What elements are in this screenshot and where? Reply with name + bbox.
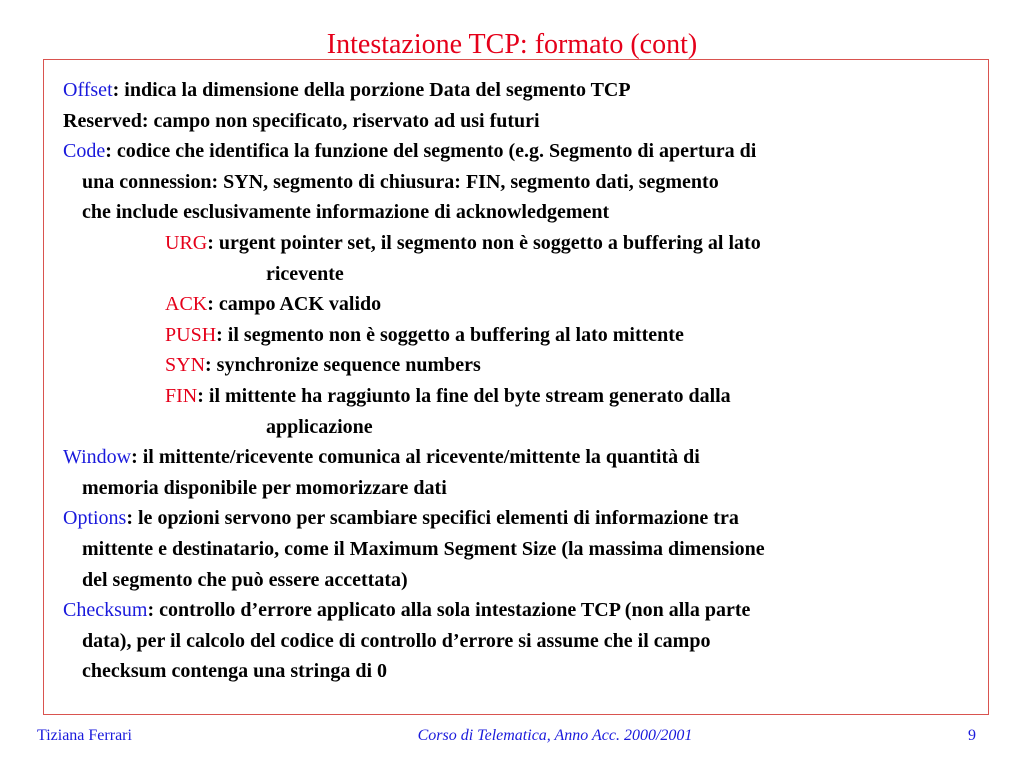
- urg-item: [63, 228, 973, 259]
- code-text-line: che include esclusivamente informazione di acknowledgement: [82, 201, 610, 224]
- push-text-line: : il segmento non è soggetto a buffering al lato mittente: [216, 323, 684, 346]
- syn-text-line: : synchronize sequence numbers: [205, 354, 481, 377]
- ack-keyword: ACK: [165, 293, 208, 316]
- urg-keyword: URG: [165, 231, 208, 254]
- offset-text-line: : indica la dimensione della porzione Data del segmento TCP: [112, 79, 631, 101]
- fin-item: [63, 381, 973, 412]
- push-keyword: PUSH: [165, 323, 217, 346]
- options-text-line: : le opzioni servono per scambiare specifici elementi di informazione tra: [126, 507, 739, 530]
- checksum-text-line: checksum contenga una stringa di 0: [82, 660, 388, 683]
- ack-text-line: : campo ACK valido: [207, 293, 382, 316]
- syn-item: [63, 350, 973, 381]
- footer-course: Corso di Telematica, Anno Acc. 2000/2001: [417, 727, 693, 744]
- options-text-line: del segmento che può essere accettata): [82, 568, 408, 591]
- options-item: [63, 503, 973, 534]
- ack-item: [63, 289, 973, 320]
- window-item: [63, 442, 973, 473]
- window-text-line: memoria disponibile per momorizzare dati: [82, 476, 447, 499]
- window-keyword: Window: [63, 446, 132, 469]
- reserved-text: Reserved: campo non specificato, riservato ad usi futuri: [63, 109, 540, 132]
- checksum-text-line: : controllo d’errore applicato alla sola intestazione TCP (non alla parte: [147, 599, 751, 622]
- syn-keyword: SYN: [165, 354, 206, 377]
- options-keyword: Options: [63, 507, 127, 530]
- fin-text-line: : il mittente ha raggiunto la fine del byte stream generato dalla: [197, 384, 731, 407]
- checksum-item: [63, 595, 973, 626]
- slide-content: [63, 75, 973, 687]
- fin-text-line: applicazione: [266, 415, 373, 438]
- offset-item: [63, 75, 973, 106]
- urg-text-line: : urgent pointer set, il segmento non è soggetto a buffering al lato: [207, 231, 761, 254]
- slide-title: Intestazione TCP: formato (cont): [326, 29, 698, 60]
- reserved-item: [63, 106, 973, 137]
- code-text-line: una connession: SYN, segmento di chiusura: FIN, segmento dati, segmento: [82, 170, 719, 193]
- page-number: 9: [968, 727, 976, 744]
- footer-author: Tiziana Ferrari: [37, 727, 132, 744]
- checksum-text-line: data), per il calcolo del codice di controllo d’errore si assume che il campo: [82, 629, 711, 652]
- code-item: [63, 136, 973, 167]
- code-text-line: : codice che identifica la funzione del segmento (e.g. Segmento di apertura di: [105, 140, 757, 163]
- offset-keyword: Offset: [63, 79, 113, 101]
- fin-keyword: FIN: [165, 384, 198, 407]
- push-item: [63, 320, 973, 351]
- urg-text-line: ricevente: [266, 262, 344, 285]
- code-keyword: Code: [63, 140, 106, 163]
- window-text-line: : il mittente/ricevente comunica al ricevente/mittente la quantità di: [131, 446, 700, 469]
- options-text-line: mittente e destinatario, come il Maximum Segment Size (la massima dimensione: [82, 537, 765, 560]
- checksum-keyword: Checksum: [63, 599, 148, 622]
